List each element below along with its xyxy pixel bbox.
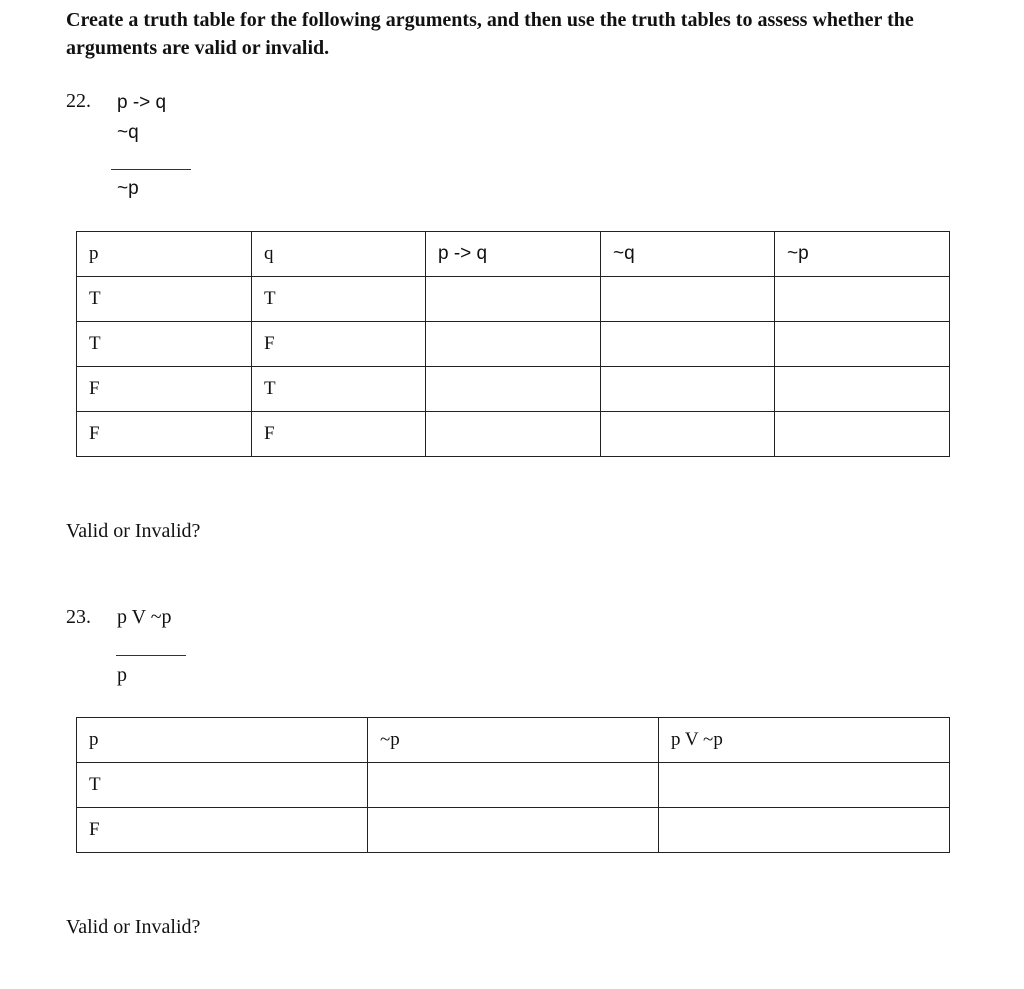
problem-23-conclusion-rule — [116, 655, 186, 656]
answer-cell[interactable] — [601, 412, 775, 457]
table-cell: F — [252, 412, 426, 457]
problem-23-conclusion: p — [117, 664, 127, 686]
header-cell: p — [77, 232, 252, 277]
table-row — [77, 808, 950, 853]
table-header-row — [77, 232, 950, 277]
table-cell: T — [77, 322, 252, 367]
table-cell: F — [77, 412, 252, 457]
answer-cell[interactable] — [368, 808, 659, 853]
header-cell: ~p — [368, 718, 659, 763]
table-cell: T — [252, 277, 426, 322]
table-cell: T — [77, 763, 368, 808]
answer-cell[interactable] — [775, 412, 950, 457]
answer-cell[interactable] — [659, 763, 950, 808]
problem-22-premise-1: p -> q — [117, 92, 167, 113]
table-cell: T — [252, 367, 426, 412]
problem-22-conclusion: ~p — [117, 178, 139, 199]
answer-cell[interactable] — [426, 367, 601, 412]
answer-cell[interactable] — [775, 367, 950, 412]
table-cell: T — [77, 277, 252, 322]
problem-23-truth-table — [76, 717, 950, 853]
problem-22-question: Valid or Invalid? — [66, 520, 201, 542]
table-row — [77, 412, 950, 457]
answer-cell[interactable] — [426, 277, 601, 322]
instructions-heading: Create a truth table for the following arguments, and then use the truth tables to assess whether the arguments are valid or invalid. — [66, 9, 914, 59]
answer-cell[interactable] — [601, 367, 775, 412]
answer-cell[interactable] — [426, 412, 601, 457]
problem-23-number: 23. — [66, 606, 91, 628]
header-cell: p — [77, 718, 368, 763]
problem-22-conclusion-rule — [111, 169, 191, 170]
answer-cell[interactable] — [775, 277, 950, 322]
table-header-row — [77, 718, 950, 763]
problem-22-truth-table — [76, 231, 950, 457]
table-row — [77, 322, 950, 367]
answer-cell[interactable] — [659, 808, 950, 853]
problem-23-premise-1: p V ~p — [117, 606, 172, 628]
table-row — [77, 367, 950, 412]
answer-cell[interactable] — [426, 322, 601, 367]
answer-cell[interactable] — [601, 277, 775, 322]
answer-cell[interactable] — [368, 763, 659, 808]
problem-22-premise-2: ~q — [117, 122, 139, 143]
header-cell: p -> q — [426, 232, 601, 277]
problem-23-question: Valid or Invalid? — [66, 916, 201, 938]
table-row — [77, 763, 950, 808]
table-cell: F — [77, 367, 252, 412]
answer-cell[interactable] — [775, 322, 950, 367]
header-cell: ~p — [775, 232, 950, 277]
header-cell: q — [252, 232, 426, 277]
header-cell: ~q — [601, 232, 775, 277]
table-cell: F — [252, 322, 426, 367]
table-cell: F — [77, 808, 368, 853]
answer-cell[interactable] — [601, 322, 775, 367]
problem-22-number: 22. — [66, 90, 91, 112]
table-row — [77, 277, 950, 322]
header-cell: p V ~p — [659, 718, 950, 763]
